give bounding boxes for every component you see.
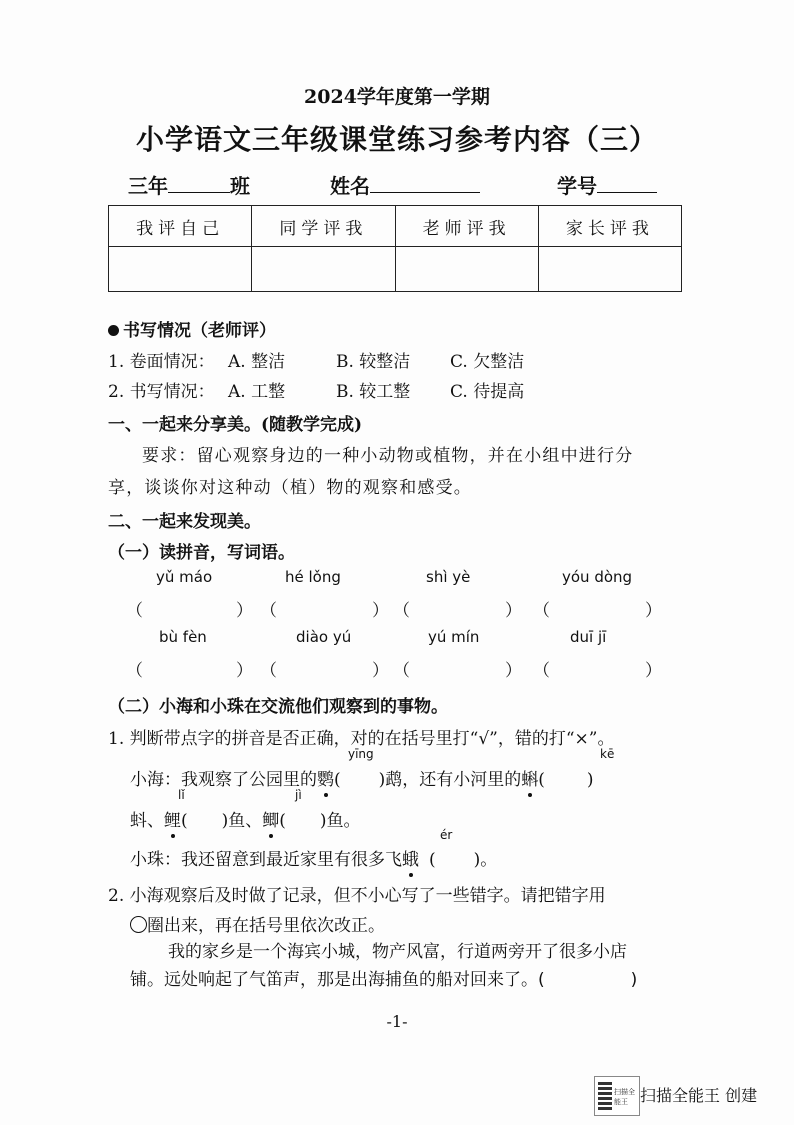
pinyin-er: ér bbox=[440, 828, 453, 842]
option-a[interactable]: A. 整洁 bbox=[228, 352, 286, 372]
number-label: 学号 bbox=[557, 174, 597, 198]
dotted-char-er: 蛾 bbox=[402, 850, 419, 870]
paren-open: ( bbox=[279, 811, 286, 831]
logo-text: 扫描全能王 bbox=[614, 1088, 635, 1106]
scanner-label: 扫描全能王 创建 bbox=[640, 1086, 758, 1105]
part1-heading: （一）读拼音，写词语。 bbox=[108, 543, 295, 563]
eval-header-self: 我评自己 bbox=[109, 206, 252, 247]
answer-box-5-open[interactable]: （ bbox=[126, 661, 143, 681]
year-line: 2024学年度第一学期 bbox=[304, 86, 490, 108]
qr-code-icon bbox=[598, 1080, 612, 1110]
passage-line1: 我的家乡是一个海宾小城，物产风富，行道两旁开了很多小店 bbox=[168, 942, 627, 962]
answer-box-8-close: ） bbox=[645, 661, 662, 681]
answer-box-5-close: ） bbox=[236, 661, 253, 681]
class-suffix: 班 bbox=[230, 174, 250, 198]
number-blank[interactable] bbox=[597, 174, 657, 193]
pinyin-ji: jì bbox=[295, 788, 302, 802]
class-prefix: 三年 bbox=[128, 174, 168, 198]
option-c[interactable]: C. 待提高 bbox=[450, 382, 525, 402]
paren-open: ( bbox=[334, 770, 341, 790]
paren-close: ) bbox=[319, 811, 327, 831]
eval-cell-classmate[interactable] bbox=[252, 247, 395, 292]
xiaohai-line1 bbox=[130, 765, 594, 790]
scanner-logo bbox=[594, 1076, 640, 1116]
answer-box-2-open[interactable]: （ bbox=[260, 601, 277, 621]
paren-close: ) bbox=[586, 770, 594, 790]
section2-heading: 二、一起来发现美。 bbox=[108, 512, 261, 532]
writing-item-label: 1. 卷面情况： bbox=[108, 352, 215, 372]
eval-cell-self[interactable] bbox=[109, 247, 252, 292]
option-b[interactable]: B. 较工整 bbox=[336, 382, 411, 402]
q2-line2-text: 圈出来，再在括号里依次改正。 bbox=[147, 916, 385, 936]
answer-box-6-close: ） bbox=[372, 661, 389, 681]
xiaohai-text: 小海：我观察了公园里的 bbox=[130, 770, 317, 790]
answer-box-6-open[interactable]: （ bbox=[260, 661, 277, 681]
option-b[interactable]: B. 较整洁 bbox=[336, 352, 411, 372]
eval-cell-teacher[interactable] bbox=[395, 247, 538, 292]
text-fish-1: 鱼、 bbox=[228, 811, 263, 831]
dotted-char-ying: 鹦 bbox=[317, 770, 334, 790]
option-a[interactable]: A. 工整 bbox=[228, 382, 286, 402]
pinyin-ke: kē bbox=[600, 747, 615, 761]
class-field bbox=[128, 170, 250, 199]
paren-close: ) bbox=[473, 850, 481, 870]
passage-line2-text: 铺。远处响起了气笛声，那是出海捕鱼的船对回来了。 bbox=[130, 970, 538, 990]
q2-line1: 2. 小海观察后及时做了记录，但不小心写了一些错字。请把错字用 bbox=[108, 886, 606, 906]
pinyin-youdong: yóu dòng bbox=[562, 568, 633, 586]
part2-heading: （二）小海和小珠在交流他们观察到的事物。 bbox=[108, 697, 448, 717]
pinyin-shiye: shì yè bbox=[426, 568, 471, 586]
pinyin-yumao: yǔ máo bbox=[156, 568, 213, 586]
q1-instruction: 1. 判断带点字的拼音是否正确，对的在括号里打“√”，错的打“×”。 bbox=[108, 729, 615, 749]
eval-header-parent: 家长评我 bbox=[538, 206, 681, 247]
evaluation-table bbox=[108, 205, 682, 292]
paren-close: ) bbox=[378, 770, 386, 790]
paren-open: ( bbox=[429, 850, 436, 870]
eval-cell-parent[interactable] bbox=[538, 247, 681, 292]
xiaohai-line2 bbox=[130, 806, 361, 831]
answer-box-7-open[interactable]: （ bbox=[393, 661, 410, 681]
answer-box-3-close: ） bbox=[505, 601, 522, 621]
dotted-char-ji: 鲫 bbox=[262, 811, 280, 831]
answer-box-4-open[interactable]: （ bbox=[533, 601, 550, 621]
circle-icon bbox=[130, 916, 147, 933]
pinyin-yumin: yú mín bbox=[428, 628, 480, 646]
answer-box-4-close: ） bbox=[645, 601, 662, 621]
paren-close: ) bbox=[630, 970, 638, 990]
bullet-icon bbox=[108, 325, 119, 336]
pinyin-ying: yīng bbox=[348, 747, 374, 761]
dotted-char-li: 鲤 bbox=[164, 811, 181, 831]
writing-item-label: 2. 书写情况： bbox=[108, 382, 215, 402]
q2-line2 bbox=[130, 911, 385, 936]
answer-box-1-open[interactable]: （ bbox=[126, 601, 143, 621]
answer-box-1-close: ） bbox=[236, 601, 253, 621]
option-c[interactable]: C. 欠整洁 bbox=[450, 352, 525, 372]
xiaozhu-line bbox=[130, 845, 497, 870]
answer-box-2-close: ） bbox=[372, 601, 389, 621]
writing-item-1 bbox=[108, 347, 215, 372]
paren-open: ( bbox=[538, 970, 545, 990]
number-field bbox=[557, 170, 657, 199]
section1-heading: 一、一起来分享美。(随教学完成) bbox=[108, 415, 363, 435]
class-blank[interactable] bbox=[168, 174, 230, 193]
text-end: 。 bbox=[480, 850, 498, 870]
answer-box-3-open[interactable]: （ bbox=[393, 601, 410, 621]
paren-close: ) bbox=[221, 811, 229, 831]
writing-item-2 bbox=[108, 377, 215, 402]
answer-box-7-close: ） bbox=[505, 661, 522, 681]
writing-heading: 书写情况（老师评） bbox=[123, 321, 276, 341]
text-dou: 蚪、 bbox=[130, 811, 164, 831]
paren-open: ( bbox=[538, 770, 545, 790]
name-blank[interactable] bbox=[370, 174, 480, 193]
pinyin-helong: hé lǒng bbox=[285, 568, 341, 586]
name-field bbox=[330, 170, 480, 199]
eval-header-classmate: 同学评我 bbox=[252, 206, 395, 247]
section1-line2: 享，谈谈你对这种动（植）物的观察和感受。 bbox=[108, 478, 472, 498]
xiaohai-text-2: 鹉，还有小河里的 bbox=[385, 770, 522, 790]
pinyin-li: lǐ bbox=[178, 788, 185, 802]
paren-open: ( bbox=[181, 811, 188, 831]
name-label: 姓名 bbox=[330, 174, 370, 198]
pinyin-diaoyu: diào yú bbox=[296, 628, 352, 646]
answer-box-8-open[interactable]: （ bbox=[533, 661, 550, 681]
passage-line2 bbox=[130, 965, 637, 990]
writing-heading-row bbox=[108, 316, 276, 341]
eval-header-teacher: 老师评我 bbox=[395, 206, 538, 247]
page-number: -1- bbox=[386, 1012, 408, 1031]
xiaozhu-text: 小珠：我还留意到最近家里有很多飞 bbox=[130, 850, 402, 870]
pinyin-bufen: bù fèn bbox=[159, 628, 207, 646]
section1-line1: 要求：留心观察身边的一种小动物或植物，并在小组中进行分 bbox=[142, 446, 634, 466]
text-fish-2: 鱼。 bbox=[326, 811, 361, 831]
dotted-char-ke: 蝌 bbox=[521, 770, 539, 790]
page-title: 小学语文三年级课堂练习参考内容（三） bbox=[135, 123, 658, 156]
pinyin-duiji: duī jī bbox=[570, 628, 607, 646]
